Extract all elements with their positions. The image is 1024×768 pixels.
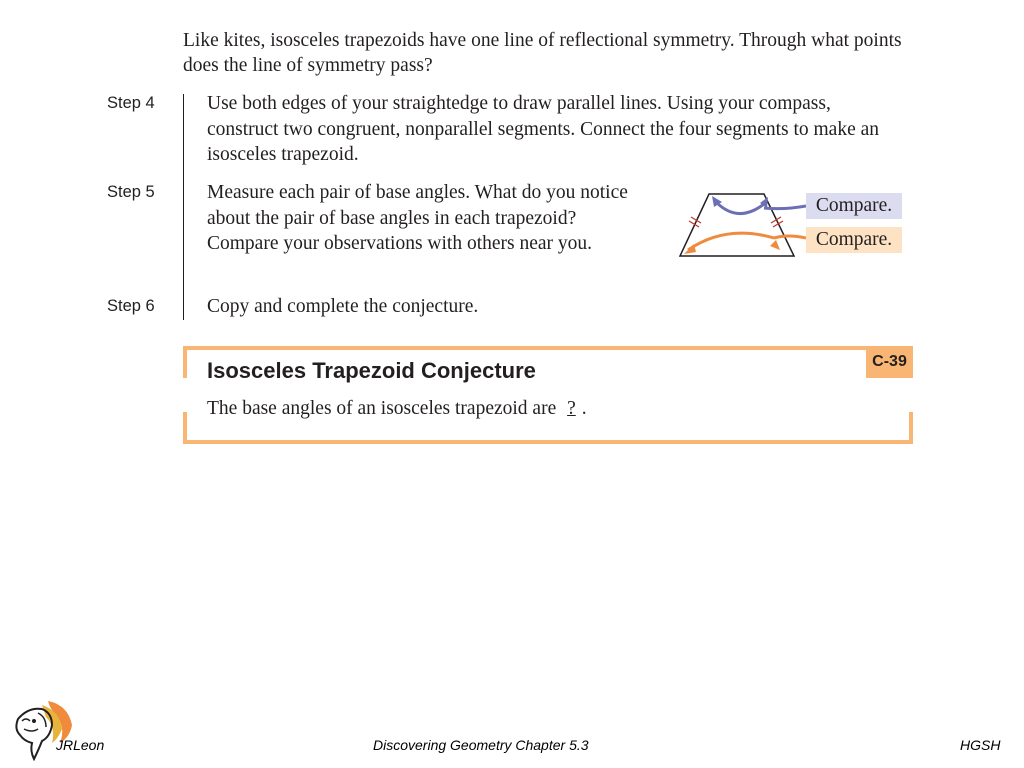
step-6-text: Copy and complete the conjecture. bbox=[207, 296, 479, 317]
step-6-label: Step 6 bbox=[107, 297, 155, 315]
conjecture-title: Isosceles Trapezoid Conjecture bbox=[207, 358, 536, 383]
base-angles-arrow bbox=[688, 233, 774, 250]
step-5-text: Measure each pair of base angles. What do you notice about the pair of base angles in each trapezoid? Compare your observations with others near you. bbox=[207, 182, 628, 254]
top-angles-arrow bbox=[716, 202, 764, 214]
conjecture-blank: ? bbox=[567, 398, 576, 419]
conjecture-border-tick bbox=[183, 346, 187, 378]
footer-author: JRLeon bbox=[56, 737, 105, 753]
step-4-text: Use both edges of your straightedge to draw parallel lines. Using your compass, construct two congruent, nonparallel segments. Connect the four segments to make an isosceles trapezoid. bbox=[207, 93, 880, 165]
intro-question: Like kites, isosceles trapezoids have one line of reflectional symmetry. Through what points does the line of symmetry pass? bbox=[183, 30, 902, 76]
conjecture-border-bottom bbox=[183, 440, 913, 444]
conjecture-border-top bbox=[183, 346, 873, 350]
base-arrow-head-right bbox=[770, 240, 780, 250]
lion-logo bbox=[8, 697, 76, 763]
compare-label-top: Compare. bbox=[806, 193, 902, 219]
footer-school: HGSH bbox=[960, 737, 1001, 753]
conjecture-box bbox=[183, 346, 913, 444]
conjecture-period: . bbox=[581, 398, 587, 419]
base-arrow-tail bbox=[774, 236, 806, 238]
step-4-label: Step 4 bbox=[107, 94, 155, 112]
step-5-label: Step 5 bbox=[107, 183, 155, 201]
footer-course-title: Discovering Geometry Chapter 5.3 bbox=[373, 737, 589, 753]
trapezoid-figure bbox=[676, 188, 806, 260]
conjecture-number-badge: C-39 bbox=[866, 346, 913, 378]
conjecture-statement bbox=[207, 398, 587, 420]
conjecture-text: The base angles of an isosceles trapezoid are bbox=[207, 398, 557, 419]
compare-label-bottom: Compare. bbox=[806, 227, 902, 253]
base-arrow-head-left bbox=[684, 244, 696, 254]
steps-divider bbox=[183, 94, 184, 320]
